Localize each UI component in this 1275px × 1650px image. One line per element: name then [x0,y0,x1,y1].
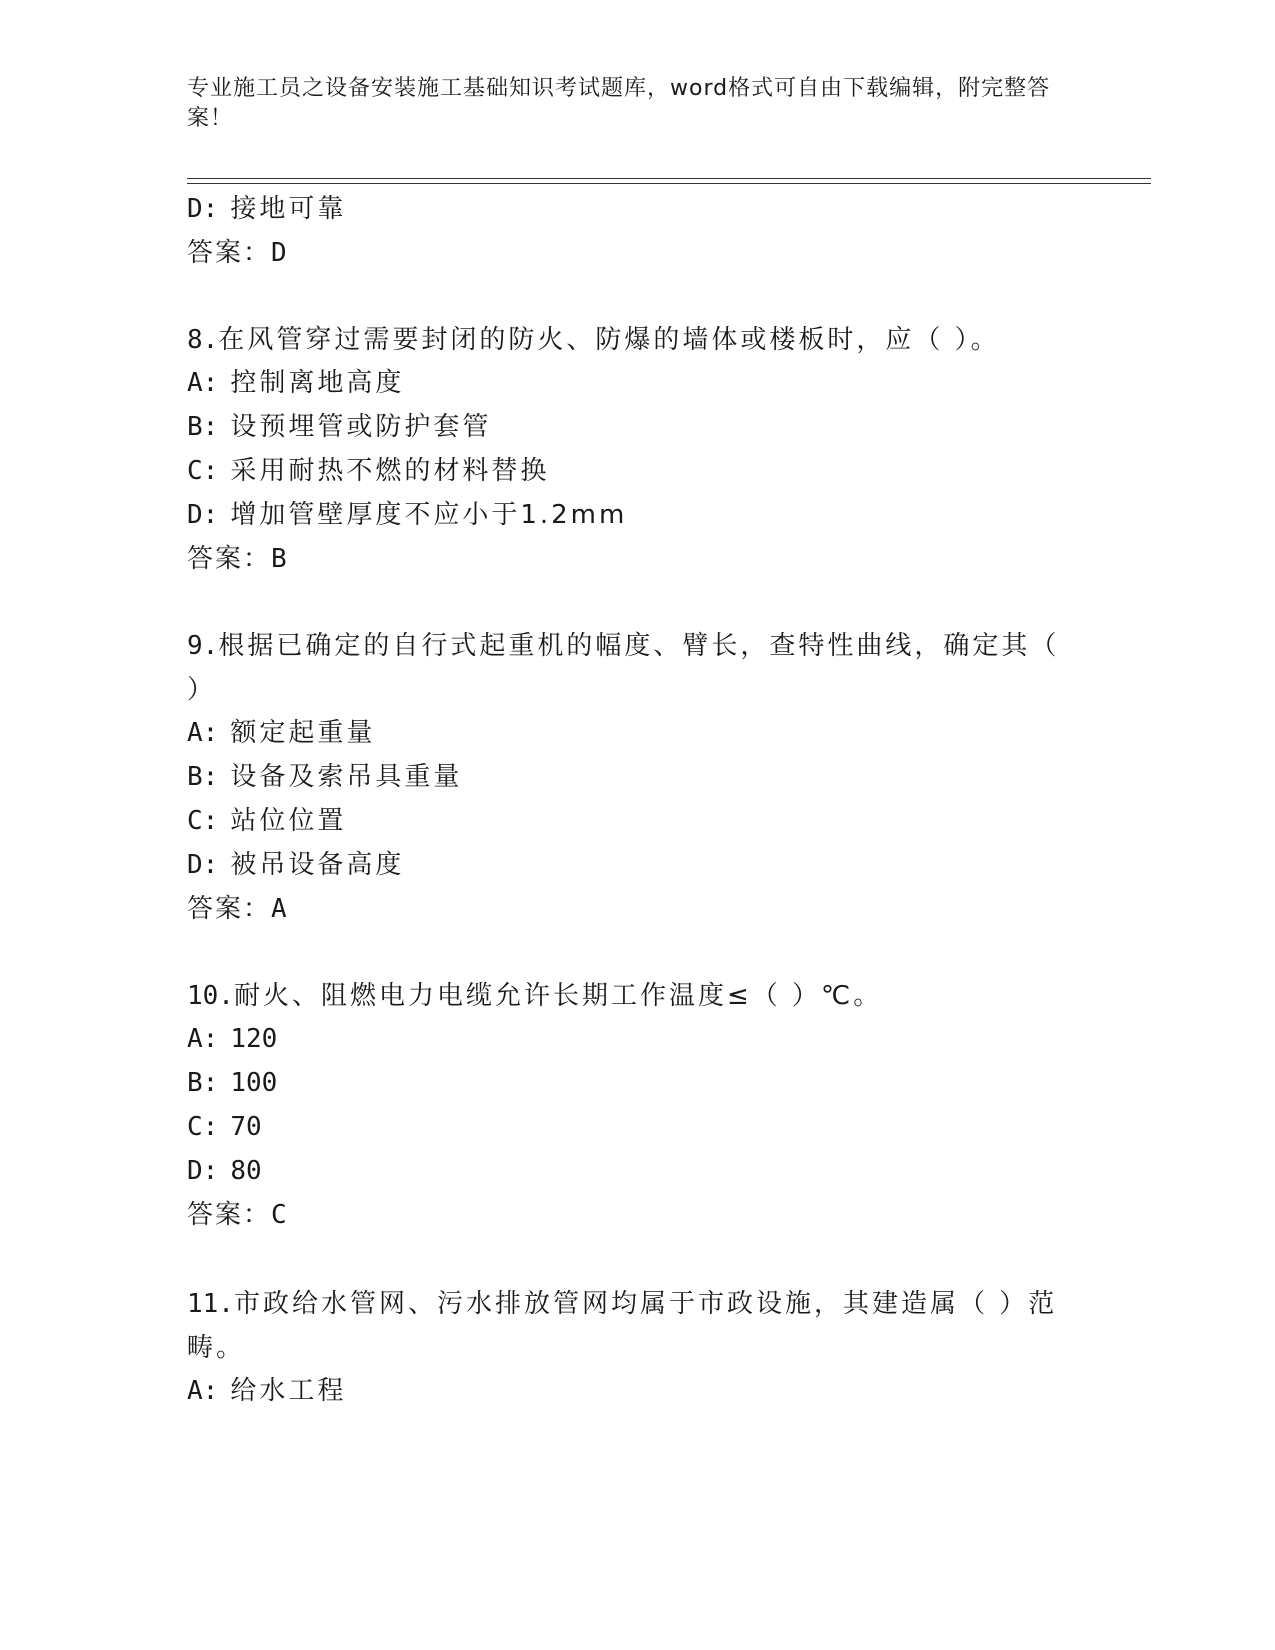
header-divider-double [187,183,1151,184]
question-11-option-a: A: 给水工程 [187,1376,347,1406]
answer-line: 答案：D [187,238,289,268]
question-10-answer: 答案：C [187,1200,289,1230]
question-11: 11.市政给水管网、污水排放管网均属于市政设施，其建造属（ ）范畴。 [187,1289,1058,1363]
question-9-option-c: C: 站位位置 [187,806,347,836]
question-9-option-d: D: 被吊设备高度 [187,850,405,880]
question-10-option-a: A: 120 [187,1024,278,1054]
question-10-option-d: D: 80 [187,1156,262,1186]
question-9-answer: 答案：A [187,894,289,924]
question-8: 8.在风管穿过需要封闭的防火、防爆的墙体或楼板时，应（ ）。 [187,325,1000,355]
question-8-option-c: C: 采用耐热不燃的材料替换 [187,456,550,486]
question-9-option-a: A: 额定起重量 [187,718,376,748]
question-9: 9.根据已确定的自行式起重机的幅度、臂长，查特性曲线，确定其（ ） [187,631,1060,705]
question-10: 10.耐火、阻燃电力电缆允许长期工作温度≤（ ）℃。 [187,981,883,1011]
question-10-option-c: C: 70 [187,1112,262,1142]
option-d: D: 接地可靠 [187,194,347,224]
question-10-option-b: B: 100 [187,1068,278,1098]
header-divider [187,178,1151,179]
document-header: 专业施工员之设备安装施工基础知识考试题库，word格式可自由下载编辑，附完整答案！ [187,76,1051,131]
question-8-answer: 答案：B [187,544,289,574]
question-8-option-b: B: 设预埋管或防护套管 [187,412,492,442]
question-8-option-a: A: 控制离地高度 [187,368,405,398]
question-9-option-b: B: 设备及索吊具重量 [187,762,463,792]
question-8-option-d: D: 增加管壁厚度不应小于1.2mm [187,500,628,530]
